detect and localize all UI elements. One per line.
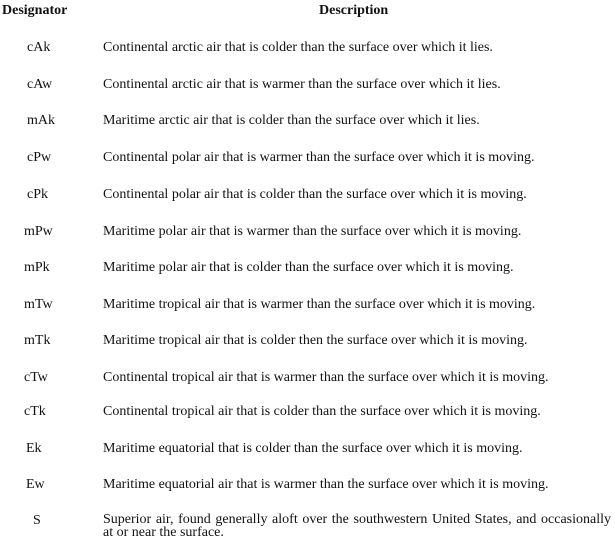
designator-cell: cAk bbox=[27, 40, 51, 55]
designator-cell: mAk bbox=[27, 113, 55, 128]
designator-cell: cPw bbox=[27, 150, 52, 165]
designator-cell: Ew bbox=[26, 477, 45, 492]
description-cell: Maritime equatorial air that is warmer than the surface over which it is moving. bbox=[103, 477, 549, 492]
designator-cell: cAw bbox=[27, 77, 53, 92]
designator-cell: Ek bbox=[26, 441, 42, 456]
description-cell: Maritime tropical air that is warmer than the surface over which it is moving. bbox=[103, 297, 536, 312]
description-cell: Continental arctic air that is warmer than the surface over which it lies. bbox=[103, 77, 501, 92]
description-cell: Continental tropical air that is warmer than the surface over which it is moving. bbox=[103, 370, 549, 385]
designator-cell: cPk bbox=[27, 187, 48, 202]
designator-cell: mPk bbox=[24, 260, 50, 275]
description-cell: Continental tropical air that is colder than the surface over which it is moving. bbox=[103, 404, 541, 419]
description-cell: Maritime tropical air that is colder then the surface over which it is moving. bbox=[103, 333, 528, 348]
designator-column-header: Designator bbox=[2, 3, 68, 18]
designator-cell: mPw bbox=[24, 224, 53, 239]
description-cell: Continental arctic air that is colder than the surface over which it lies. bbox=[103, 40, 493, 55]
designator-cell: mTk bbox=[24, 333, 51, 348]
description-cell: Continental polar air that is warmer than the surface over which it is moving. bbox=[103, 150, 535, 165]
description-column-header: Description bbox=[319, 3, 389, 18]
designator-cell: cTw bbox=[24, 370, 48, 385]
description-cell: Maritime equatorial that is colder than the surface over which it is moving. bbox=[103, 441, 523, 456]
designator-cell: mTw bbox=[24, 297, 53, 312]
designator-cell: cTk bbox=[24, 404, 46, 419]
description-cell: Maritime arctic air that is colder than the surface over which it lies. bbox=[103, 113, 480, 128]
description-cell: Continental polar air that is colder than the surface over which it is moving. bbox=[103, 187, 527, 202]
description-cell: Maritime polar air that is warmer than the surface over which it is moving. bbox=[103, 224, 522, 239]
designator-cell: S bbox=[33, 513, 41, 528]
description-cell: Superior air, found generally aloft over the southwestern United States, and occasionally at or near the surface. bbox=[103, 512, 611, 540]
description-cell: Maritime polar air that is colder than the surface over which it is moving. bbox=[103, 260, 514, 275]
